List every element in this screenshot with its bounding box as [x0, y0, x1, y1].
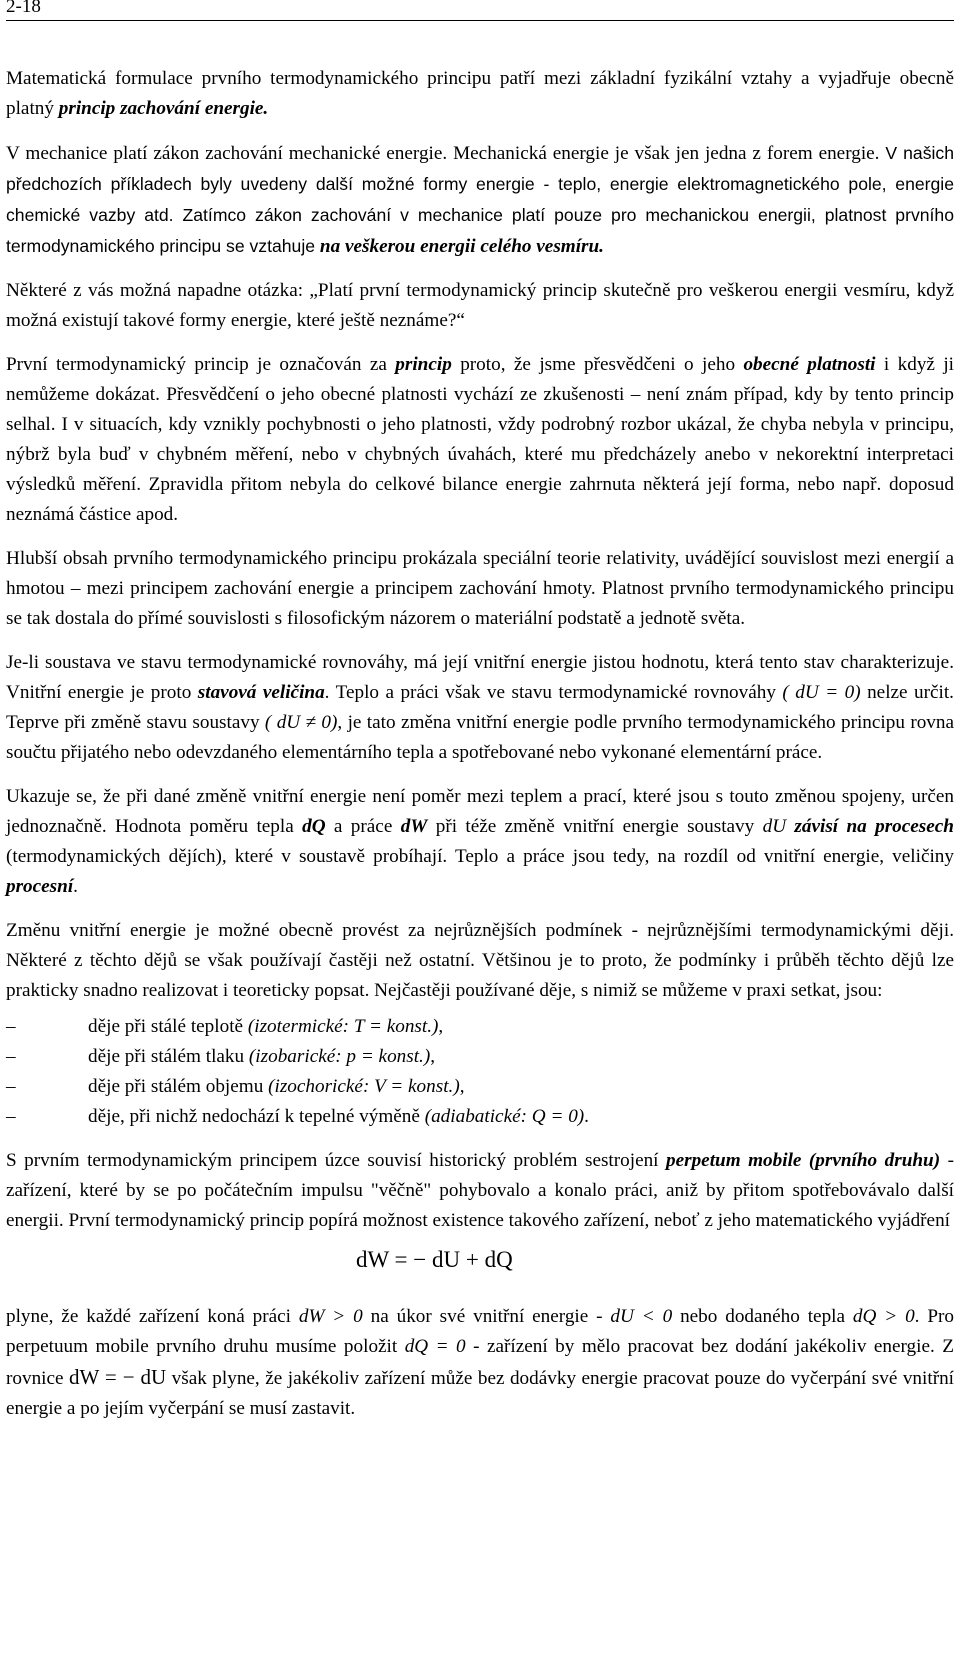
math-inline: (adiabatické: Q = 0)	[424, 1106, 585, 1127]
math-inline: dW	[400, 816, 428, 837]
paragraph-1	[6, 64, 954, 124]
emphasis-text: obecné platnosti	[743, 354, 876, 375]
paragraph-text: - zařízení by mělo pracovat bez dodání jakékoliv energie. Z rovnice	[6, 1336, 954, 1389]
paragraph-text: nebo dodaného tepla	[672, 1306, 853, 1327]
paragraph-text: První termodynamický princip je označován za	[6, 354, 396, 375]
paragraph-4	[6, 350, 954, 530]
paragraph-2	[6, 138, 954, 262]
emphasis-text: perpetum mobile (prvního druhu)	[666, 1150, 941, 1171]
paragraph-text: Je-li soustava ve stavu termodynamické rovnováhy, má její vnitřní energie jistou hodnotu, která tento stav charakterizuje. Vnitřní energie je proto	[6, 652, 954, 703]
list-dash: –	[6, 1016, 16, 1037]
list-dash: –	[6, 1106, 16, 1127]
math-inline: dW > 0	[298, 1306, 363, 1327]
paragraph-text: V mechanice platí zákon zachování mechanické energie. Mechanická energie je však jen jedna z forem energie.	[6, 143, 886, 164]
paragraph-5	[6, 544, 954, 634]
list-item-punct: ,	[430, 1046, 436, 1067]
math-inline: dQ > 0	[852, 1306, 915, 1327]
emphasis-text: princip zachování energie.	[58, 98, 269, 119]
paragraph-text: Ukazuje se, že při dané změně vnitřní energie není poměr mezi teplem a prací, které jsou s touto změnou spojeny, určen jednoznačně. Hodnota poměru tepla	[6, 786, 954, 837]
paragraph-text: . Teplo a práci však ve stavu termodynamické rovnováhy	[324, 682, 783, 703]
math-inline: dQ	[302, 816, 326, 837]
paragraph-3	[6, 276, 954, 336]
paragraph-text-sans: V našich předchozích příkladech byly uvedeny další možné formy energie - teplo, energie elektromagnetického pole, energie chemické vazby atd. Zatímco zákon zachování v mechanice platí pouze pro mechanickou energii, platnost prvního termodynamického principu se vztahuje	[6, 143, 954, 256]
paragraph-text: nelze určit. Teprve při změně stavu soustavy	[6, 682, 954, 733]
paragraph-text: však plyne, že jakékoliv zařízení může bez dodávky energie pracovat pouze do vyčerpání své vnitřní energie a po jejím vyčerpání se musí zastavit.	[6, 1368, 955, 1419]
paragraph-text: při téže změně vnitřní energie soustavy	[427, 816, 763, 837]
math-inline: dU	[762, 816, 787, 837]
math-inline: ( dU = 0)	[782, 682, 861, 703]
paragraph-text: proto, že jsme přesvědčeni o jeho	[451, 354, 744, 375]
math-inline: ( dU ≠ 0)	[264, 712, 338, 733]
paragraph-6	[6, 648, 954, 768]
list-item-text: děje při stálé teplotě	[88, 1016, 248, 1037]
emphasis-text: na veškerou energii celého vesmíru.	[319, 236, 604, 257]
math-inline: (izobarické: p = konst.)	[248, 1046, 431, 1067]
list-item-punct: ,	[459, 1076, 465, 1097]
paragraph-7	[6, 782, 954, 902]
list-item	[6, 1012, 954, 1042]
emphasis-text: princip	[395, 354, 452, 375]
paragraph-text: .	[73, 876, 78, 897]
document-body	[6, 64, 954, 1438]
paragraph-text: - zařízení, které by se po počátečním impulsu "věčně" pohybovalo a konalo práci, aniž by přitom spotřebovávalo další energii. První termodynamický princip popírá možnost existence takového zařízení, neboť z jeho matematického vyjádření	[6, 1150, 954, 1231]
list-item-punct: ,	[438, 1016, 444, 1037]
math-inline: dU < 0	[610, 1306, 673, 1327]
paragraph-9	[6, 1146, 954, 1236]
paragraph-text: Hlubší obsah prvního termodynamického principu prokázala speciální teorie relativity, uvádějící souvislost mezi energií a hmotou – mezi principem zachování energie a principem zachování hmoty. Platnost prvního termodynamického principu se tak dostala do přímé souvislosti s filosofickým názorem o materiální podstatě a jednotě světa.	[6, 548, 954, 629]
emphasis-text: procesní	[6, 876, 74, 897]
list-dash: –	[6, 1076, 16, 1097]
math-inline: dW = − dU	[69, 1365, 167, 1389]
equation-first-law: dW = − dU + dQ	[356, 1247, 513, 1272]
page-number: 2-18	[6, 0, 41, 17]
paragraph-text: a práce	[325, 816, 401, 837]
list-item	[6, 1042, 954, 1072]
paragraph-text: Některé z vás možná napadne otázka: „Platí první termodynamický princip skutečně pro veškerou energii vesmíru, když možná existují takové formy energie, které ještě neznáme?“	[6, 280, 954, 331]
list-item-text: děje, při nichž nedochází k tepelné výměně	[88, 1106, 425, 1127]
list-item-text: děje při stálém tlaku	[88, 1046, 249, 1067]
emphasis-text: stavová veličina	[197, 682, 325, 703]
paragraph-8	[6, 916, 954, 1006]
paragraph-text: na úkor své vnitřní energie -	[362, 1306, 611, 1327]
paragraph-text: . Pro perpetuum mobile prvního druhu musíme položit	[6, 1306, 955, 1357]
list-dash: –	[6, 1046, 16, 1067]
list-item-punct: .	[584, 1106, 589, 1127]
paragraph-text: Změnu vnitřní energie je možné obecně provést za nejrůznějších podmínek - nejrůznějšími termodynamickými ději. Některé z těchto dějů se však používají častěji než ostatní. Většinou je to proto, že podmínky i průběh těchto dějů lze prakticky snadno realizovat i teoreticky popsat. Nejčastěji používané děje, s nimiž se můžeme v praxi setkat, jsou:	[6, 920, 954, 1001]
paragraph-10	[6, 1302, 954, 1424]
process-list	[6, 1012, 954, 1132]
paragraph-text: plyne, že každé zařízení koná práci	[6, 1306, 299, 1327]
paragraph-text: (termodynamických dějích), které v soustavě probíhají. Teplo a práce jsou tedy, na rozdíl od vnitřní energie, veličiny	[6, 846, 954, 867]
paragraph-text: Matematická formulace prvního termodynamického principu patří mezi základní fyzikální vztahy a vyjadřuje obecně platný	[6, 68, 954, 119]
page-header	[6, 0, 954, 21]
paragraph-text: S prvním termodynamickým principem úzce souvisí historický problém sestrojení	[6, 1150, 667, 1171]
list-item	[6, 1102, 954, 1132]
paragraph-text: i když ji nemůžeme dokázat. Přesvědčení o jeho obecné platnosti vychází ze zkušenosti – není znám případ, kdy by tento princip selhal. I v situacích, kdy vznikly pochybnosti o jeho platnosti, vždy podrobný rozbor ukázal, že chyba nebyla v principu, nýbrž byla buď v chybném měření, nebo v chybných úvahách, které mu předcházely anebo v nekorektní interpretaci výsledků měření. Zpravidla přitom nebyla do celkové bilance energie zahrnuta některá její forma, nebo např. doposud neznámá částice apod.	[6, 354, 955, 525]
list-item	[6, 1072, 954, 1102]
list-item-text: děje při stálém objemu	[88, 1076, 269, 1097]
emphasis-text: závisí na procesech	[786, 816, 954, 837]
paragraph-text: , je tato změna vnitřní energie podle prvního termodynamického principu rovna součtu přijatého nebo odevzdaného elementárního tepla a spotřebované nebo vykonané elementární práce.	[6, 712, 955, 763]
math-inline: (izotermické: T = konst.)	[247, 1016, 439, 1037]
math-inline: (izochorické: V = konst.)	[268, 1076, 460, 1097]
math-inline: dQ = 0	[404, 1336, 466, 1357]
